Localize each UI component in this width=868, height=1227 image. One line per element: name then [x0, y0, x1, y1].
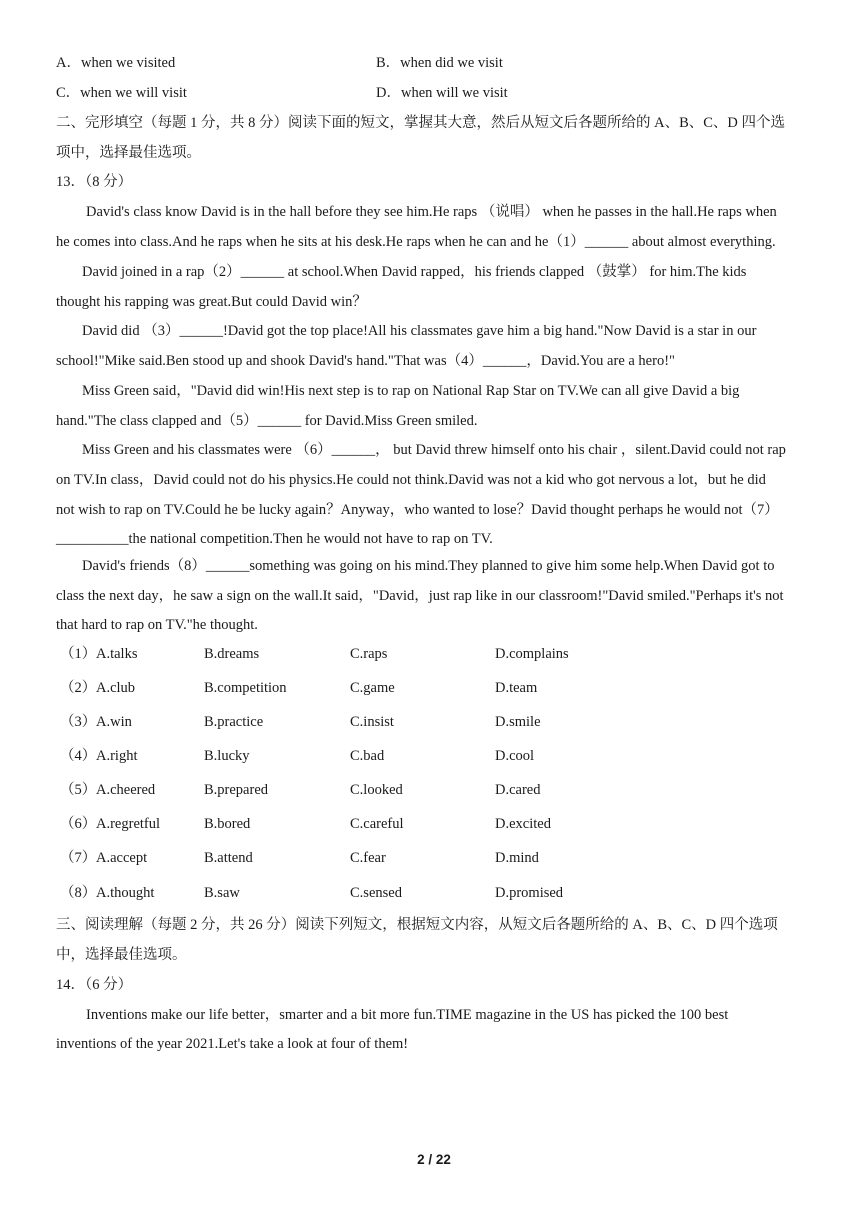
option-number: （1） — [60, 646, 97, 662]
option-c: C.looked — [350, 782, 403, 798]
option-number: （7） — [60, 850, 97, 866]
option-number: （2） — [60, 680, 97, 696]
option-b: B.attend — [204, 850, 253, 866]
option-b: B.prepared — [204, 782, 269, 798]
option-c: C.game — [350, 680, 395, 696]
option-c: C．when we will visit — [56, 85, 187, 101]
passage-line: Miss Green and his classmates were （6）______， but David threw himself onto his chair ，silent.David could not rap — [82, 442, 786, 458]
option-a: A.thought — [96, 885, 155, 901]
option-d: D.team — [495, 680, 538, 696]
option-number: （6） — [60, 816, 97, 832]
passage-line: David's friends（8）______something was going on his mind.They planned to give him some help.When David got to — [82, 558, 775, 574]
passage-line: hand."The class clapped and（5）______ for David.Miss Green smiled. — [56, 413, 478, 429]
section3-header: 三、阅读理解（每题 2 分，共 26 分）阅读下列短文，根据短文内容，从短文后各题所给的 A、B、C、D 四个选项 — [56, 917, 778, 933]
option-c: C.careful — [350, 816, 404, 832]
passage-line: David did （3）______!David got the top place!All his classmates gave him a big hand."Now David is a star in our — [82, 323, 757, 339]
passage-line: David joined in a rap（2）______ at school.When David rapped，his friends clapped （鼓掌） for him.The kids — [82, 264, 747, 280]
passage-line: inventions of the year 2021.Let's take a look at four of them! — [56, 1036, 409, 1052]
option-d: D.smile — [495, 714, 541, 730]
option-b: B.bored — [204, 816, 251, 832]
option-c: C.raps — [350, 646, 388, 662]
passage-line: Inventions make our life better，smarter and a bit more fun.TIME magazine in the US has picked the 100 best — [86, 1007, 729, 1023]
option-c: C.fear — [350, 850, 386, 866]
option-number: （5） — [60, 782, 97, 798]
option-d: D.mind — [495, 850, 539, 866]
section2-header: 二、完形填空（每题 1 分，共 8 分）阅读下面的短文，掌握其大意，然后从短文后各题所给的 A、B、C、D 四个选 — [56, 115, 786, 131]
option-b: B.lucky — [204, 748, 250, 764]
option-d: D．when will we visit — [376, 85, 508, 101]
option-a: A.club — [96, 680, 136, 696]
option-c: C.bad — [350, 748, 385, 764]
option-b: B.practice — [204, 714, 264, 730]
option-number: （3） — [60, 714, 97, 730]
passage-line: he comes into class.And he raps when he sits at his desk.He raps when he can and he（1）______ about almost everything. — [56, 234, 776, 250]
option-a: A.win — [96, 714, 132, 730]
option-number: （4） — [60, 748, 97, 764]
passage-line: not wish to rap on TV.Could he be lucky again？Anyway，who wanted to lose？David thought perhaps he would not（7） — [56, 502, 779, 518]
option-d: D.excited — [495, 816, 551, 832]
option-a: A.regretful — [96, 816, 161, 832]
passage-line: on TV.In class，David could not do his physics.He could not think.David was not a kid who got nervous a lot，but he did — [56, 472, 766, 488]
option-a: A.talks — [96, 646, 138, 662]
option-d: D.promised — [495, 885, 564, 901]
option-number: （8） — [60, 885, 97, 901]
option-a: A.cheered — [96, 782, 156, 798]
section3-header-cont: 中，选择最佳选项。 — [56, 947, 187, 963]
option-b: B．when did we visit — [376, 55, 503, 71]
option-c: C.insist — [350, 714, 394, 730]
passage-line: Miss Green said，"David did win!His next step is to rap on National Rap Star on TV.We can all give David a big — [82, 383, 740, 399]
option-d: D.cared — [495, 782, 541, 798]
option-d: D.complains — [495, 646, 569, 662]
option-b: B.competition — [204, 680, 287, 696]
passage-line: that hard to rap on TV."he thought. — [56, 617, 258, 633]
page-number: 2 / 22 — [417, 1152, 451, 1167]
passage-line: __________the national competition.Then he would not have to rap on TV. — [56, 531, 493, 547]
option-c: C.sensed — [350, 885, 402, 901]
passage-line: thought his rapping was great.But could David win？ — [56, 294, 367, 310]
option-a: A.right — [96, 748, 138, 764]
question-13-label: 13．（8 分） — [56, 174, 133, 190]
passage-line: class the next day，he saw a sign on the wall.It said，"David，just rap like in our classroom!"David smiled."Perhaps it's not — [56, 588, 784, 604]
option-a: A．when we visited — [56, 55, 176, 71]
option-b: B.saw — [204, 885, 240, 901]
option-d: D.cool — [495, 748, 535, 764]
option-a: A.accept — [96, 850, 148, 866]
option-b: B.dreams — [204, 646, 260, 662]
section2-header-cont: 项中，选择最佳选项。 — [56, 145, 201, 161]
question-14-label: 14．（6 分） — [56, 977, 133, 993]
passage-line: David's class know David is in the hall before they see him.He raps （说唱） when he passes in the hall.He raps when — [86, 204, 777, 220]
passage-line: school!"Mike said.Ben stood up and shook David's hand."That was（4）______，David.You are a hero!" — [56, 353, 675, 369]
